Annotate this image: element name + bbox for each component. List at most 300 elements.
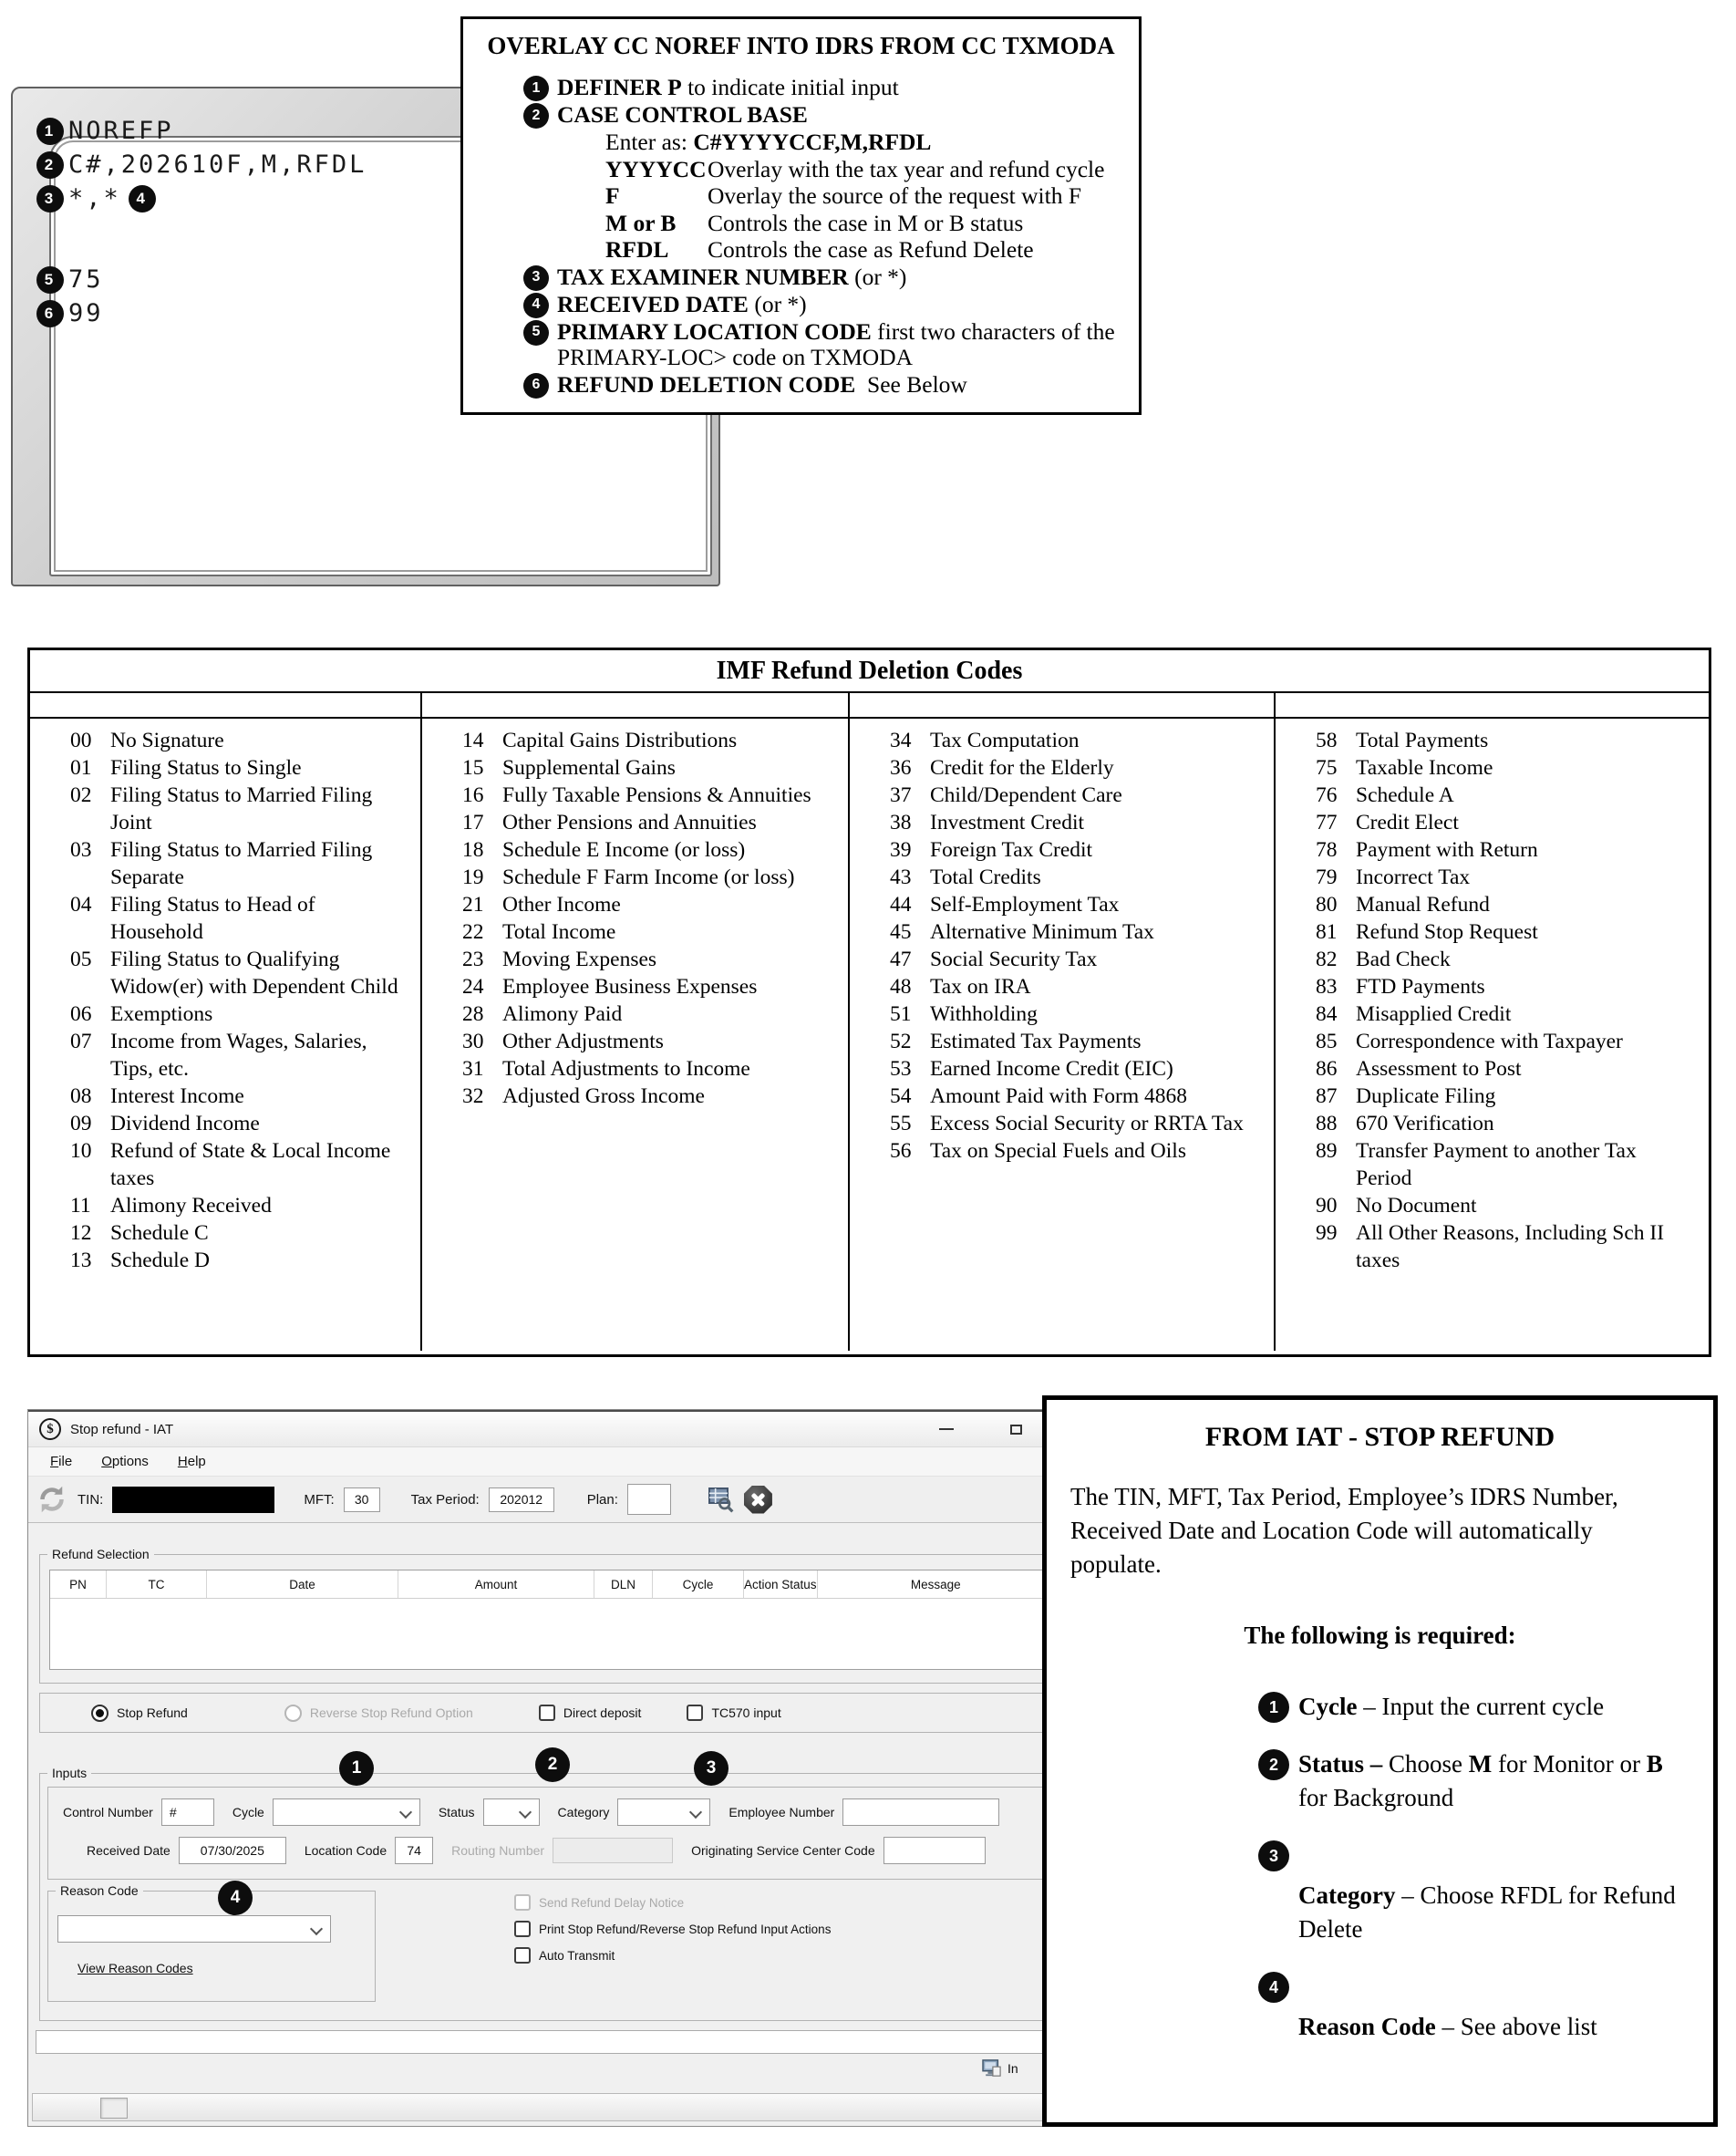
menu-label: ile (58, 1454, 73, 1469)
window-title: Stop refund - IAT (70, 1421, 174, 1437)
location-code-field[interactable]: 74 (395, 1837, 433, 1864)
code-description: Income from Wages, Salaries, Tips, etc. (110, 1030, 367, 1081)
code-description: Filing Status to Qualifying Widow(er) with Dependent Child (110, 948, 398, 999)
code-value: 84 (1316, 1002, 1338, 1026)
checkbox-icon (687, 1705, 703, 1721)
code-value: 83 (1316, 975, 1338, 999)
option-checkbox[interactable] (514, 1947, 831, 1964)
step-badge: 2 (36, 151, 64, 179)
code-value: 39 (890, 838, 912, 862)
code-description: Supplemental Gains (502, 756, 676, 780)
step-badge: 5 (523, 320, 549, 346)
code-description: Total Income (502, 920, 616, 944)
checkbox-icon (539, 1705, 555, 1721)
code-description: Schedule E Income (or loss) (502, 838, 746, 862)
stop-refund-label: Stop Refund (117, 1705, 188, 1720)
code-row (70, 891, 411, 946)
refund-options-row (39, 1693, 1065, 1733)
code-description: Interest Income (110, 1084, 244, 1108)
instruction-text: M or B Controls the case in M or B status (605, 209, 1024, 236)
input-status-label: In (1008, 2061, 1018, 2076)
osc-label: Originating Service Center Code (691, 1843, 875, 1858)
code-row (890, 1110, 1265, 1137)
code-description: Total Adjustments to Income (502, 1057, 750, 1081)
code-row (462, 1000, 839, 1028)
maximize-button[interactable] (1004, 1419, 1028, 1439)
reverse-stop-refund-radio[interactable] (284, 1705, 473, 1722)
tax-period-field[interactable]: 202012 (489, 1487, 554, 1512)
code-value: 34 (890, 729, 912, 752)
terminal-command-text: 99 (68, 299, 104, 327)
cycle-combobox[interactable] (273, 1798, 420, 1826)
code-value: 18 (462, 838, 484, 862)
step-badge: 1 (523, 76, 549, 101)
code-row (70, 946, 411, 1000)
code-value: 31 (462, 1057, 484, 1081)
code-value: 43 (890, 866, 912, 889)
osc-field[interactable] (884, 1837, 986, 1864)
tax-period-label: Tax Period: (410, 1491, 480, 1508)
code-row (462, 782, 839, 809)
code-description: Amount Paid with Form 4868 (930, 1084, 1188, 1108)
code-value: 36 (890, 756, 912, 780)
checkbox-label: Send Refund Delay Notice (539, 1895, 685, 1910)
code-description: 670 Verification (1356, 1112, 1494, 1135)
plan-label: Plan: (586, 1491, 618, 1508)
column-header: DLN (594, 1570, 653, 1598)
terminal-command-text: *,* (68, 184, 121, 212)
code-description: Withholding (930, 1002, 1038, 1026)
code-row (890, 1137, 1265, 1165)
instruction-text: RFDL Controls the case as Refund Delete (605, 236, 1034, 263)
notice-checkbox-column (514, 1894, 831, 1964)
routing-number-label: Routing Number (451, 1843, 545, 1858)
code-value: 23 (462, 948, 484, 971)
code-description: Adjusted Gross Income (502, 1084, 705, 1108)
requirement-text: Status – Choose M for Monitor or B for Background (1298, 1750, 1663, 1811)
reason-code-group (47, 1883, 376, 2002)
code-description: Tax on IRA (930, 975, 1031, 999)
code-row (462, 1083, 839, 1110)
refresh-icon[interactable] (36, 1483, 68, 1516)
code-description: Alimony Received (110, 1194, 272, 1218)
iat-stop-refund-panel (1042, 1395, 1718, 2127)
step-badge: 3 (36, 185, 64, 212)
code-value: 04 (70, 893, 92, 917)
direct-deposit-checkbox[interactable] (539, 1705, 642, 1721)
stop-close-icon[interactable] (744, 1486, 772, 1514)
column-header: Cycle (653, 1570, 744, 1598)
code-description: Alimony Paid (502, 1002, 623, 1026)
title-bar (28, 1410, 1075, 1447)
code-description: Refund Stop Request (1356, 920, 1538, 944)
code-description: Correspondence with Taxpayer (1356, 1030, 1623, 1053)
received-date-label: Received Date (87, 1843, 170, 1858)
stop-refund-radio[interactable] (91, 1705, 188, 1722)
code-row (890, 1000, 1265, 1028)
annotation-badge-2: 2 (535, 1747, 570, 1782)
code-description: Dividend Income (110, 1112, 260, 1135)
app-dollar-icon: $ (39, 1418, 61, 1440)
tc570-checkbox[interactable] (687, 1705, 780, 1721)
instruction-text: RECEIVED DATE (or *) (557, 290, 807, 317)
control-number-label: Control Number (63, 1805, 153, 1819)
codes-table-body (30, 719, 1709, 1351)
category-label: Category (557, 1805, 610, 1819)
code-row (890, 973, 1265, 1000)
code-description: Transfer Payment to another Tax Period (1356, 1139, 1637, 1190)
code-description: Earned Income Credit (EIC) (930, 1057, 1173, 1081)
step-badge: 4 (523, 293, 549, 318)
overlay-instruction-list (480, 75, 1122, 399)
code-value: 58 (1316, 729, 1338, 752)
code-value: 86 (1316, 1057, 1338, 1081)
code-row (70, 1028, 411, 1083)
code-value: 08 (70, 1084, 92, 1108)
code-value: 38 (890, 811, 912, 834)
code-row (890, 727, 1265, 754)
instruction-text: Enter as: C#YYYYCCF,M,RFDL (605, 129, 932, 155)
code-value: 16 (462, 783, 484, 807)
option-checkbox[interactable] (514, 1894, 831, 1911)
code-description: Other Adjustments (502, 1030, 664, 1053)
code-value: 90 (1316, 1194, 1338, 1218)
code-value: 02 (70, 783, 92, 807)
codes-column-1 (30, 719, 422, 1351)
code-row (1316, 973, 1700, 1000)
code-row (462, 1028, 839, 1055)
code-value: 56 (890, 1139, 912, 1163)
code-value: 13 (70, 1249, 92, 1272)
overlay-instruction-line (523, 211, 1122, 237)
code-description: Refund of State & Local Income taxes (110, 1139, 391, 1190)
employee-number-field-redacted[interactable] (842, 1798, 999, 1826)
code-row (70, 782, 411, 836)
mft-label: MFT: (304, 1491, 335, 1508)
code-value: 52 (890, 1030, 912, 1053)
status-bar (32, 2093, 1071, 2121)
code-value: 37 (890, 783, 912, 807)
code-value: 99 (1316, 1221, 1338, 1245)
status-bar-cell (100, 2098, 128, 2119)
instruction-text: DEFINER P to indicate initial input (557, 74, 899, 100)
overlay-instruction-line (523, 102, 1122, 129)
header-cell (1276, 693, 1709, 717)
mft-field[interactable]: 30 (344, 1487, 380, 1512)
tin-label: TIN: (78, 1491, 104, 1508)
code-row (462, 836, 839, 864)
code-value: 45 (890, 920, 912, 944)
code-description: Incorrect Tax (1356, 866, 1471, 889)
code-row (890, 754, 1265, 782)
overlay-instruction-line (523, 157, 1122, 183)
code-value: 48 (890, 975, 912, 999)
code-description: Schedule C (110, 1221, 209, 1245)
overlay-instruction-line (523, 130, 1122, 156)
code-row (890, 1055, 1265, 1083)
terminal-command-text: C#,202610F,M,RFDL (68, 150, 367, 179)
iat-panel-subtitle: The following is required: (1244, 1622, 1516, 1649)
code-description: Tax Computation (930, 729, 1080, 752)
code-row (1316, 1055, 1700, 1083)
code-description: Moving Expenses (502, 948, 657, 971)
search-records-icon[interactable] (706, 1485, 735, 1514)
input-status-indicator (982, 2059, 1018, 2078)
code-description: Capital Gains Distributions (502, 729, 738, 752)
code-row (462, 809, 839, 836)
code-row (1316, 1192, 1700, 1219)
code-row (70, 1219, 411, 1247)
code-value: 17 (462, 811, 484, 834)
code-row (1316, 918, 1700, 946)
code-value: 82 (1316, 948, 1338, 971)
code-value: 87 (1316, 1084, 1338, 1108)
code-row (70, 1247, 411, 1274)
code-value: 32 (462, 1084, 484, 1108)
code-description: Misapplied Credit (1356, 1002, 1512, 1026)
annotation-badge-3: 3 (694, 1751, 728, 1786)
checkbox-icon (514, 1921, 531, 1937)
reverse-stop-refund-label: Reverse Stop Refund Option (309, 1705, 473, 1720)
overlay-instruction-line (523, 237, 1122, 264)
code-value: 24 (462, 975, 484, 999)
code-value: 07 (70, 1030, 92, 1053)
code-value: 09 (70, 1112, 92, 1135)
code-row (1316, 1083, 1700, 1110)
requirement-text: Reason Code – See above list (1298, 2013, 1597, 2040)
code-row (462, 864, 839, 891)
code-row (462, 891, 839, 918)
code-value: 77 (1316, 811, 1338, 834)
checkbox-icon (514, 1947, 531, 1964)
code-description: Total Credits (930, 866, 1041, 889)
overlay-instruction-line (523, 292, 1122, 318)
code-row (70, 1000, 411, 1028)
tc570-label: TC570 input (711, 1705, 781, 1720)
codes-column-3 (850, 719, 1276, 1351)
iat-panel-title: FROM IAT - STOP REFUND (1204, 1422, 1555, 1452)
code-row (70, 754, 411, 782)
overlay-instruction-line (523, 75, 1122, 101)
code-value: 28 (462, 1002, 484, 1026)
category-combobox[interactable] (617, 1798, 710, 1826)
location-code-label: Location Code (304, 1843, 388, 1858)
routing-number-field-disabled (553, 1838, 673, 1863)
control-number-field[interactable]: # (161, 1798, 214, 1826)
step-badge: 6 (523, 373, 549, 399)
code-row (1316, 727, 1700, 754)
step-badge: 3 (1258, 1840, 1289, 1871)
code-description: Schedule A (1356, 783, 1454, 807)
status-label: Status (438, 1805, 475, 1819)
refund-list-header (50, 1570, 1054, 1599)
code-value: 11 (70, 1194, 91, 1218)
radio-disabled-icon (284, 1705, 302, 1722)
menu-accelerator: F (50, 1454, 59, 1469)
code-value: 22 (462, 920, 484, 944)
code-value: 19 (462, 866, 484, 889)
code-value: 00 (70, 729, 92, 752)
step-badge: 1 (1258, 1692, 1289, 1723)
radio-selected-icon (91, 1705, 108, 1722)
plan-field[interactable] (627, 1484, 671, 1515)
noref-overlay-instructions (460, 16, 1142, 415)
step-badge: 4 (129, 185, 156, 212)
code-description: Fully Taxable Pensions & Annuities (502, 783, 811, 807)
code-row (1316, 809, 1700, 836)
step-badge: 2 (523, 103, 549, 129)
refund-selection-group (39, 1547, 1065, 1684)
code-row (462, 727, 839, 754)
step-badge: 4 (1258, 1972, 1289, 2003)
codes-column-4 (1276, 719, 1709, 1351)
header-cell (30, 693, 422, 717)
code-row (462, 973, 839, 1000)
code-description: Estimated Tax Payments (930, 1030, 1142, 1053)
minimize-icon (939, 1428, 954, 1430)
code-row (890, 918, 1265, 946)
code-value: 01 (70, 756, 92, 780)
step-badge: 2 (1258, 1749, 1289, 1780)
requirement-text: Category – Choose RFDL for Refund Delete (1298, 1881, 1676, 1943)
menu-accelerator: H (177, 1454, 188, 1469)
code-value: 44 (890, 893, 912, 917)
code-description: Investment Credit (930, 811, 1085, 834)
code-description: Employee Business Expenses (502, 975, 758, 999)
checkbox-label: Auto Transmit (539, 1948, 615, 1963)
code-row (1316, 1110, 1700, 1137)
code-value: 55 (890, 1112, 912, 1135)
code-description: Credit Elect (1356, 811, 1459, 834)
overlay-title: OVERLAY CC NOREF INTO IDRS FROM CC TXMODA (487, 32, 1115, 59)
annotation-badge-4: 4 (218, 1881, 253, 1915)
terminal-command-text: NOREFP (68, 117, 174, 145)
refund-selection-legend: Refund Selection (47, 1547, 154, 1561)
terminal-command-text: 75 (68, 265, 104, 294)
codes-column-2 (422, 719, 850, 1351)
code-row (70, 836, 411, 891)
stop-refund-iat-window (27, 1409, 1076, 2127)
code-description: Filing Status to Head of Household (110, 893, 315, 944)
requirement-text: Cycle – Input the current cycle (1298, 1693, 1605, 1720)
iat-required-item (1258, 1690, 1690, 1724)
code-value: 12 (70, 1221, 92, 1245)
code-description: Social Security Tax (930, 948, 1098, 971)
code-value: 51 (890, 1002, 912, 1026)
code-row (1316, 864, 1700, 891)
code-description: Filing Status to Single (110, 756, 302, 780)
iat-required-list (1070, 1690, 1690, 2044)
minimize-button[interactable] (935, 1419, 958, 1439)
code-value: 53 (890, 1057, 912, 1081)
code-row (1316, 836, 1700, 864)
code-description: All Other Reasons, Including Sch II taxes (1356, 1221, 1665, 1272)
code-description: Filing Status to Married Filing Separate (110, 838, 373, 889)
code-value: 10 (70, 1139, 92, 1163)
menu-item[interactable] (88, 1450, 165, 1473)
message-strip (36, 2030, 1064, 2054)
code-value: 30 (462, 1030, 484, 1053)
code-description: Schedule F Farm Income (or loss) (502, 866, 795, 889)
code-description: Child/Dependent Care (930, 783, 1122, 807)
menu-item[interactable] (37, 1450, 88, 1473)
received-date-field[interactable]: 07/30/2025 (179, 1837, 286, 1864)
codes-table-header-row (30, 693, 1709, 719)
tin-field-redacted[interactable] (112, 1487, 274, 1513)
step-badge: 5 (36, 266, 64, 294)
refund-list (49, 1570, 1055, 1670)
step-badge: 3 (523, 265, 549, 291)
code-description: Other Pensions and Annuities (502, 811, 757, 834)
code-value: 76 (1316, 783, 1338, 807)
code-description: Total Payments (1356, 729, 1489, 752)
imf-refund-deletion-codes-table (27, 648, 1711, 1357)
employee-number-label: Employee Number (728, 1805, 835, 1819)
code-value: 79 (1316, 866, 1338, 889)
instruction-text: F Overlay the source of the request with F (605, 182, 1082, 209)
code-value: 03 (70, 838, 92, 862)
code-row (462, 754, 839, 782)
overlay-instruction-line (523, 372, 1122, 399)
option-checkbox[interactable] (514, 1921, 831, 1937)
code-value: 14 (462, 729, 484, 752)
code-value: 78 (1316, 838, 1338, 862)
code-description: Duplicate Filing (1356, 1084, 1496, 1108)
iat-required-item (1258, 1747, 1690, 1815)
overlay-instruction-line (523, 319, 1122, 371)
code-description: FTD Payments (1356, 975, 1485, 999)
menu-label: elp (187, 1454, 206, 1469)
code-value: 75 (1316, 756, 1338, 780)
code-row (70, 727, 411, 754)
column-header: Amount (398, 1570, 594, 1598)
overlay-instruction-line (523, 183, 1122, 210)
maximize-icon (1010, 1425, 1022, 1435)
reason-code-legend: Reason Code (56, 1883, 143, 1898)
iat-required-item (1258, 1839, 1690, 1946)
header-cell (850, 693, 1276, 717)
code-description: Foreign Tax Credit (930, 838, 1093, 862)
code-row (1316, 1000, 1700, 1028)
column-header: Date (207, 1570, 398, 1598)
input-fields-panel (47, 1787, 1057, 1880)
code-row (890, 1083, 1265, 1110)
status-combobox[interactable] (483, 1798, 540, 1826)
code-row (1316, 754, 1700, 782)
step-badge: 6 (36, 300, 64, 327)
view-reason-codes-link[interactable]: View Reason Codes (78, 1961, 193, 1975)
code-description: Filing Status to Married Filing Joint (110, 783, 373, 834)
code-value: 47 (890, 948, 912, 971)
code-row (1316, 1219, 1700, 1274)
column-header: Message (910, 1577, 961, 1591)
code-value: 85 (1316, 1030, 1338, 1053)
reason-code-combobox[interactable] (57, 1915, 331, 1943)
monitor-icon (982, 2059, 1002, 2078)
code-row (1316, 1137, 1700, 1192)
header-cell (422, 693, 850, 717)
code-description: Tax on Special Fuels and Oils (930, 1139, 1186, 1163)
menu-item[interactable] (165, 1450, 222, 1473)
column-header: PN (50, 1570, 107, 1598)
code-description: Bad Check (1356, 948, 1451, 971)
code-value: 06 (70, 1002, 92, 1026)
codes-table-title: IMF Refund Deletion Codes (30, 650, 1709, 693)
cycle-label: Cycle (232, 1805, 264, 1819)
instruction-text: REFUND DELETION CODE See Below (557, 370, 967, 398)
code-row (890, 891, 1265, 918)
iat-required-item (1258, 1970, 1690, 2044)
